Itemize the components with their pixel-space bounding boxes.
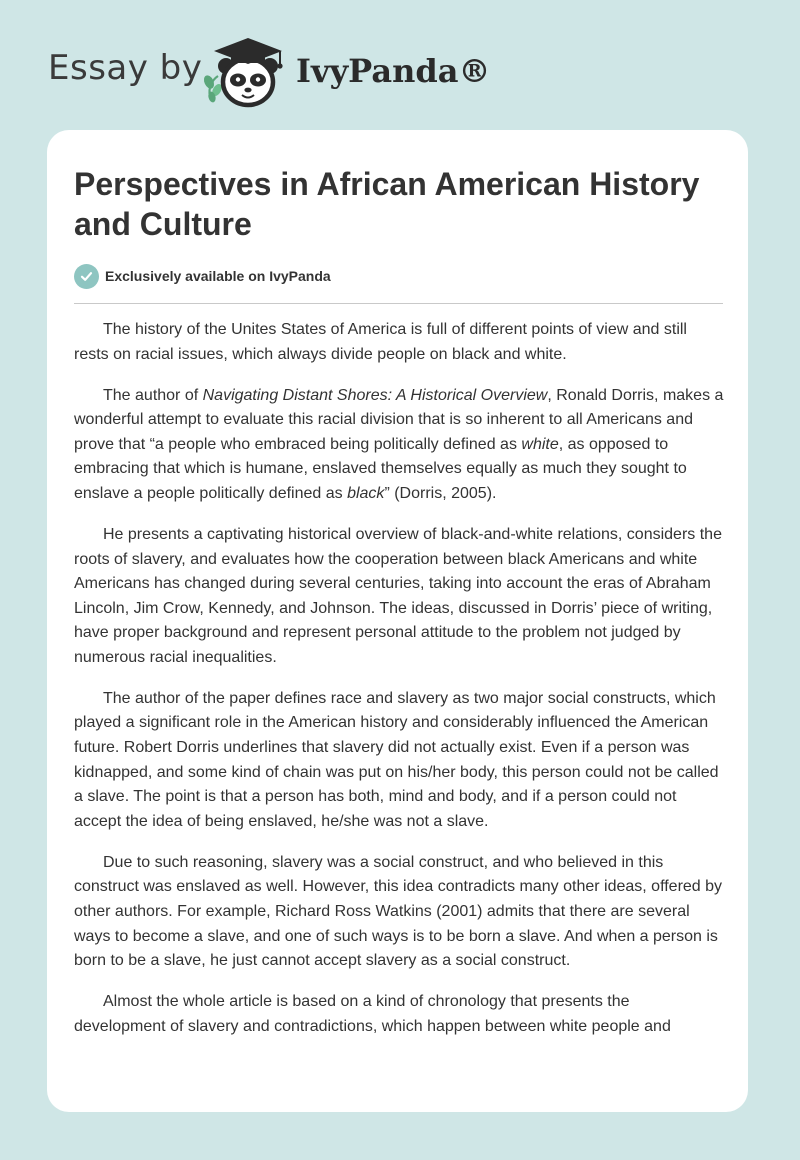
paragraph-text: The author of the paper defines race and slavery as two major social constructs, which played a significant role in the American history and considerably influenced the American future. Robert Dorris underlines that slavery did not actually exist. Even if a person was kidnapped, and some kind of chain was put on his/her body, this person could not be called a slave. The point is that a person has both, mind and body, and if a person could not accept the idea of being enslaved, he/she was not a slave. [74, 689, 719, 830]
italic-text: Navigating Distant Shores: A Historical Overview [202, 386, 548, 404]
italic-text: white [521, 435, 559, 453]
paragraph-text: , Ronald Dorris, makes a wonderful attempt to evaluate this racial division that is so inherent to all Americans and prove that “a people who embraced being politically defined as [74, 386, 724, 453]
essay-card [47, 130, 748, 1112]
essay-paragraph [74, 851, 724, 974]
site-header [0, 0, 800, 130]
essay-paragraph [74, 318, 724, 367]
paragraph-text: The author of [103, 386, 203, 404]
italic-text: black [347, 484, 385, 502]
essay-by-label: Essay by [48, 48, 203, 88]
exclusive-badge [74, 263, 331, 289]
essay-body [74, 318, 724, 1056]
paragraph-text: Due to such reasoning, slavery was a social construct, and who believed in this construct was enslaved as well. However, this idea contradicts many other ideas, offered by other authors. For example, Richard Ross Watkins (2001) admits that there are several ways to become a slave, and one of such ways is to be born a slave. And when a person is born to be a slave, he just cannot accept slavery as a social construct. [74, 853, 723, 970]
paragraph-text: Almost the whole article is based on a kind of chronology that presents the development of slavery and contradictions, which happen between white people and [74, 993, 671, 1035]
essay-paragraph [74, 523, 724, 671]
essay-paragraph [74, 384, 724, 507]
essay-paragraph [74, 687, 724, 835]
paragraph-text: The history of the Unites States of America is full of different points of view and still rests on racial issues, which always divide people on black and white. [74, 321, 687, 363]
paragraph-text: , as opposed to embracing that which is humane, enslaved themselves equally as much they sought to enslave a people politically defined as [74, 435, 687, 502]
paragraph-text: He presents a captivating historical overview of black-and-white relations, considers the roots of slavery, and evaluates how the cooperation between black Americans and white Americans has changed during several centuries, taking into account the eras of Abraham Lincoln, Jim Crow, Kennedy, and Johnson. The ideas, discussed in Dorris’ piece of writing, have proper background and represent personal attitude to the problem not judged by numerous racial inequalities. [74, 525, 722, 666]
ivypanda-logo-text: IvyPanda® [296, 52, 491, 90]
essay-title: Perspectives in African American History and Culture [74, 166, 700, 242]
panda-graduate-icon [200, 34, 292, 110]
paragraph-text: ” (Dorris, 2005). [384, 484, 497, 502]
essay-paragraph [74, 990, 724, 1039]
exclusive-badge-label: Exclusively available on IvyPanda [105, 268, 331, 284]
check-circle-icon [74, 264, 99, 289]
divider [74, 303, 723, 304]
